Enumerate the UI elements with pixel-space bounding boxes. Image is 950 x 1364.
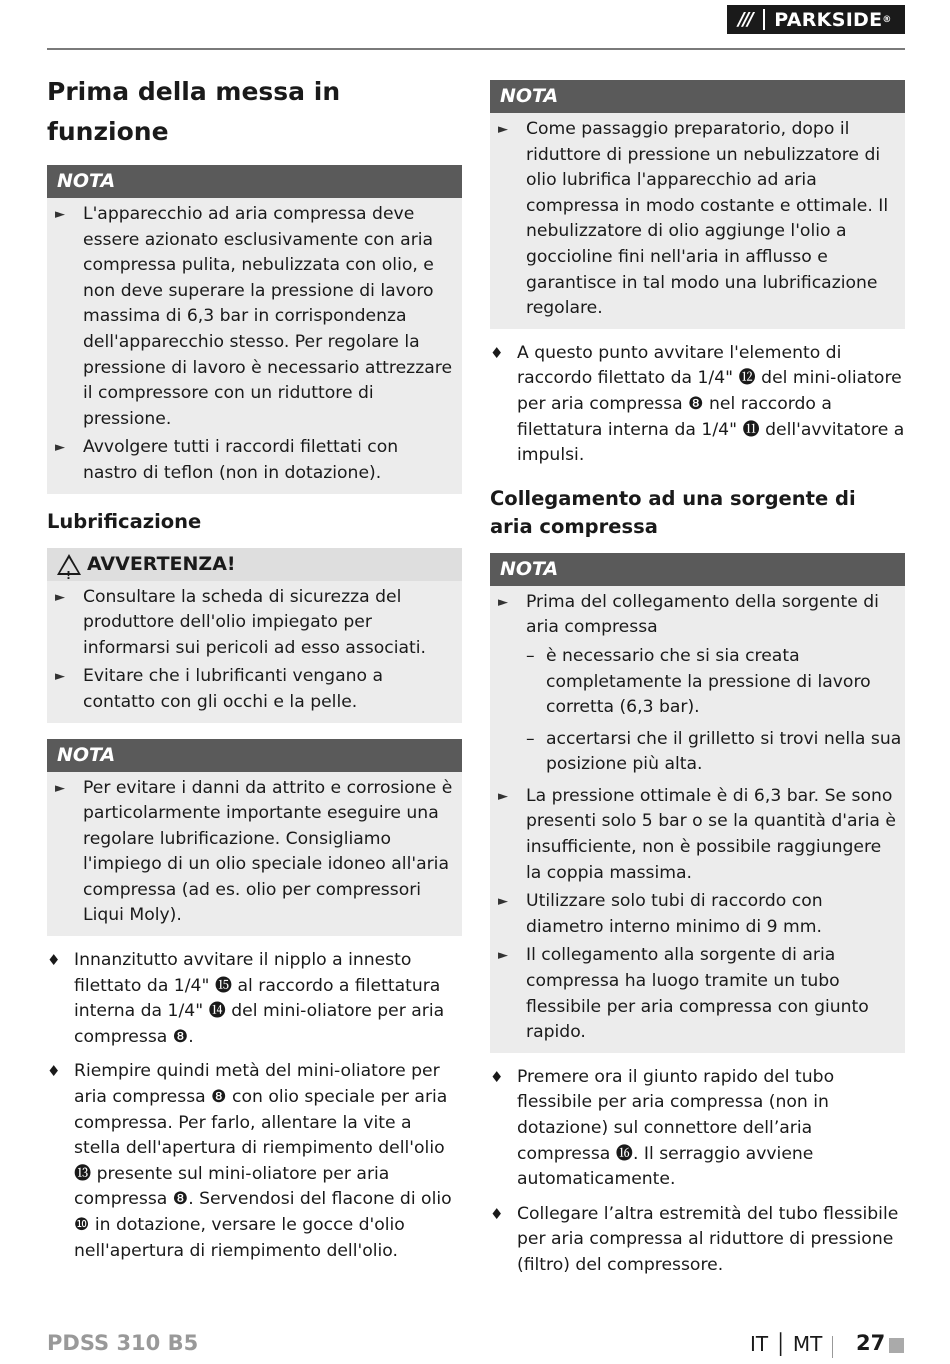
diamond-bullet-icon: ♦: [47, 1062, 61, 1081]
step-text: Collegare l’altra estremità del tubo flessibile per aria compressa al riduttore di pressione (filtro) del compressore.: [517, 1203, 899, 1275]
left-column: [47, 72, 462, 1273]
arrow-bullet-icon: ►: [55, 207, 65, 222]
arrow-bullet-icon: ►: [55, 780, 65, 796]
note-item-text: La pressione ottimale è di 6,3 bar. Se sono presenti solo 5 bar o se la quantità d'aria è insufficiente, non è possibile raggiungere la coppia massima.: [526, 785, 896, 883]
note-subitem: [490, 727, 905, 778]
arrow-bullet-icon: ►: [498, 948, 508, 964]
parkside-logo: [727, 5, 905, 34]
logo-slashes: ///: [738, 9, 752, 30]
page-number: 27: [856, 1331, 886, 1355]
diamond-bullet-icon: ♦: [490, 343, 504, 362]
note-subitem: [490, 644, 905, 721]
warning-label: AVVERTENZA!: [87, 552, 236, 575]
note-item-text: Utilizzare solo tubi di raccordo con diametro interno minimo di 9 mm.: [526, 891, 823, 937]
procedure-step: [47, 948, 462, 1050]
model-number: PDSS 310 B5: [47, 1331, 199, 1355]
note-item-text: L'apparecchio ad aria compressa deve essere azionato esclusivamente con aria compressa pulita, nebulizzata con olio, e non deve superare la pressione di lavoro massima di 6,3 bar in corrispondenza dell'apparecchio stesso. Per regolare la pressione di lavoro è necessario attrezzare il compressore con un riduttore di pressione.: [83, 204, 453, 429]
note-item: [490, 889, 905, 940]
note-item-text: Avvolgere tutti i raccordi filettati con nastro di teflon (non in dotazione).: [83, 437, 399, 483]
section-title: Prima della messa in funzione: [47, 77, 341, 146]
dash-bullet-icon: –: [526, 728, 535, 749]
note-item-text: Prima del collegamento della sorgente di aria compressa: [526, 591, 879, 638]
step-text: Riempire quindi metà del mini-oliatore per aria compressa ❽ con olio speciale per aria compressa. Per farlo, allentare la vite a stella dell'apertura di riempimento dell'olio ⓭ presente sul mini-oliatore per aria compressa ❽. Servendosi del flacone di olio ❿ in dotazione, versare le gocce d'olio nell'apertura di riempimento dell'olio.: [74, 1061, 452, 1261]
step-text: Innanzitutto avvitare il nipplo a innesto filettato da 1/4" ⓯ al raccordo a filettatura interna da 1/4" ⓮ del mini-oliatore per aria compressa ❽.: [74, 950, 445, 1047]
arrow-bullet-icon: ►: [498, 122, 508, 137]
warning-item-text: Consultare la scheda di sicurezza del produttore dell'olio impiegato per informarsi sui pericoli ad esso associati.: [83, 586, 426, 658]
logo-brand: [763, 9, 901, 30]
warning-triangle-icon: [57, 554, 81, 575]
footer-separator: [832, 1336, 833, 1358]
note-box-2: [47, 739, 462, 937]
warning-header: [47, 548, 462, 581]
lubrication-title: Lubrificazione: [47, 509, 202, 533]
warning-item: [47, 585, 462, 662]
arrow-bullet-icon: ►: [498, 594, 508, 610]
note-item: [490, 117, 905, 322]
logo-brand-text: PARKSIDE: [774, 8, 883, 31]
arrow-bullet-icon: ►: [55, 589, 65, 605]
top-divider: [47, 48, 905, 50]
note-item: [47, 435, 462, 486]
right-column: [490, 80, 905, 1288]
arrow-bullet-icon: ►: [55, 440, 65, 456]
note-box-3: [490, 80, 905, 329]
note-header: NOTA: [490, 80, 905, 113]
note-item-text: Per evitare i danni da attrito e corrosione è particolarmente importante eseguire una regolare lubrificazione. Consigliamo l'impiego di un olio speciale idoneo all'aria compressa (ad es. olio per compressori Liqui Moly).: [83, 777, 453, 926]
procedure-step: [47, 1059, 462, 1264]
logo-registered-mark: ®: [882, 14, 892, 25]
note-item: [47, 776, 462, 930]
note-header: NOTA: [47, 739, 462, 772]
diamond-bullet-icon: ♦: [490, 1204, 504, 1223]
procedure-step: [490, 1202, 905, 1279]
note-subitem-text: accertarsi che il grilletto si trovi nella sua posizione più alta.: [546, 728, 902, 775]
note-item: [47, 202, 462, 432]
note-header: NOTA: [47, 165, 462, 198]
diamond-bullet-icon: ♦: [47, 951, 61, 970]
note-item: [490, 784, 905, 886]
page-square-icon: [889, 1338, 904, 1353]
arrow-bullet-icon: ►: [498, 788, 508, 804]
procedure-step: [490, 1065, 905, 1193]
arrow-bullet-icon: ►: [55, 669, 65, 685]
note-item: [490, 590, 905, 641]
procedure-step: [490, 341, 905, 469]
note-item-text: Come passaggio preparatorio, dopo il riduttore di pressione un nebulizzatore di olio lubrifica l'apparecchio ad aria compressa in modo costante e ottimale. Il nebulizzatore di olio aggiunge l'olio a goccioline fini nell'aria in afflusso e garantisce in tal modo una lubrificazione regolare.: [526, 119, 889, 319]
note-box-1: [47, 165, 462, 494]
language-codes: IT │ MT: [750, 1332, 823, 1356]
dash-bullet-icon: –: [526, 645, 535, 666]
step-text: A questo punto avvitare l'elemento di raccordo filettato da 1/4" ⓬ del mini-oliatore per aria compressa ❽ nel raccordo a filettatura interna da 1/4" ⓫ dell'avvitatore a impulsi.: [517, 342, 905, 466]
note-box-4: [490, 553, 905, 1053]
note-item-text: Il collegamento alla sorgente di aria compressa ha luogo tramite un tubo flessibile per aria compressa con giunto rapido.: [526, 945, 869, 1043]
arrow-bullet-icon: ►: [498, 894, 508, 910]
step-text: Premere ora il giunto rapido del tubo flessibile per aria compressa (non in dotazione) sul connettore dell’aria compressa ⓰. Il serraggio avviene automaticamente.: [517, 1066, 835, 1190]
note-subitem-text: è necessario che si sia creata completamente la pressione di lavoro corretta (6,3 bar).: [546, 645, 871, 718]
connection-title: Collegamento ad una sorgente di aria compressa: [490, 486, 856, 538]
warning-item: [47, 664, 462, 715]
warning-box: [47, 548, 462, 723]
warning-item-text: Evitare che i lubrificanti vengano a contatto con gli occhi e la pelle.: [83, 666, 384, 712]
note-header: NOTA: [490, 553, 905, 586]
diamond-bullet-icon: ♦: [490, 1067, 504, 1086]
note-item: [490, 943, 905, 1045]
